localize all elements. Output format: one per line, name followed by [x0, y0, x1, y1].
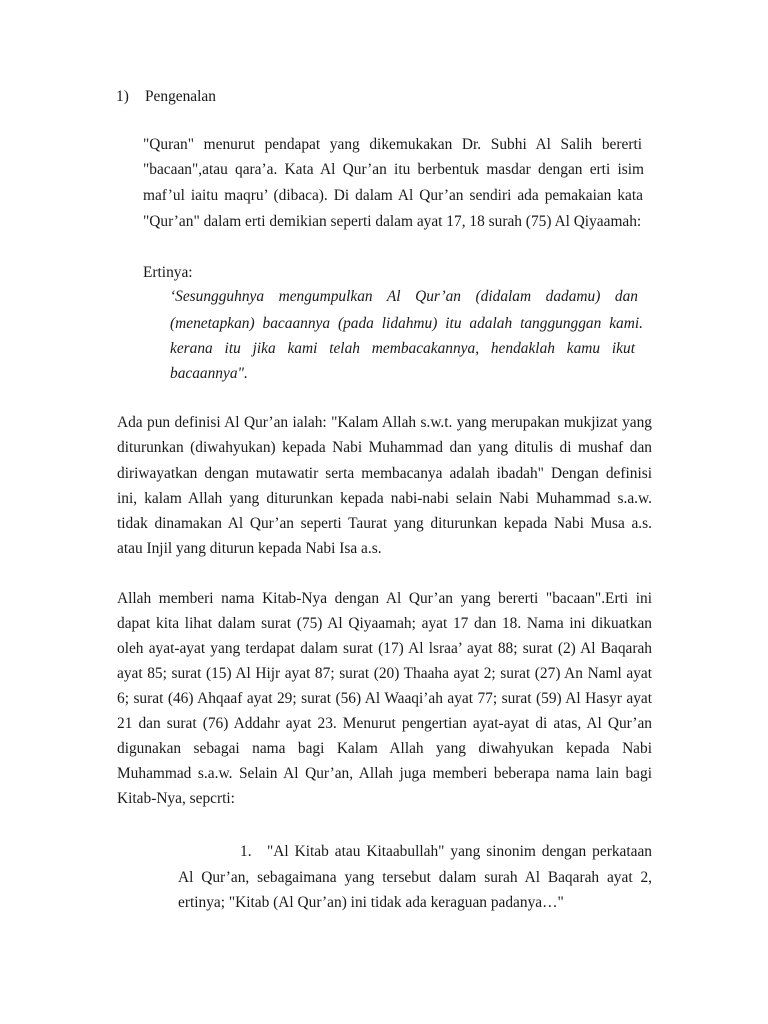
list-number: 1. [240, 843, 252, 860]
paragraph-line: diriwayatkan dengan mutawatir serta membacanya adalah ibadah" Dengan definisi [117, 465, 652, 482]
paragraph-line: Kitab-Nya, sepcrti: [117, 790, 235, 807]
paragraph-line: dapat kita lihat dalam surat (75) Al Qiyaamah; ayat 17 dan 18. Nama ini dikuatkan [117, 615, 652, 632]
paragraph-line: ayat 85; surat (15) Al Hijr ayat 87; surat (20) Thaaha ayat 2; surat (27) An Naml ayat [117, 665, 652, 682]
intro-line: "Quran" menurut pendapat yang dikemukakan Dr. Subhi Al Salih bererti [143, 136, 642, 153]
quote-line: bacaannya". [170, 365, 248, 382]
paragraph-line: Allah memberi nama Kitab-Nya dengan Al Qur’an yang bererti "bacaan".Erti ini [117, 590, 652, 607]
list-line: ertinya; "Kitab (Al Qur’an) ini tidak ada keraguan padanya…" [178, 894, 564, 911]
section-number: 1) [116, 88, 129, 105]
paragraph-line: 6; surat (46) Ahqaaf ayat 29; surat (56) Al Waaqi’ah ayat 77; surat (59) Al Hasyr ayat [117, 690, 652, 707]
paragraph-line: atau Injil yang diturun kepada Nabi Isa a.s. [117, 540, 382, 557]
paragraph-line: oleh ayat-ayat yang terdapat dalam surat (17) Al lsraa’ ayat 88; surat (2) Al Baqarah [117, 640, 652, 657]
paragraph-line: Muhammad s.a.w. Selain Al Qur’an, Allah juga memberi beberapa nama lain bagi [117, 765, 652, 782]
list-line: Al Qur’an, sebagaimana yang tersebut dalam surah Al Baqarah ayat 2, [178, 869, 652, 886]
section-title: Pengenalan [145, 88, 216, 105]
paragraph-line: digunakan sebagai nama bagi Kalam Allah yang diwahyukan kepada Nabi [117, 740, 652, 757]
quote-line: (menetapkan) bacaannya (pada lidahmu) itu adalah tanggunggan kami. [170, 315, 643, 332]
quote-line: ‘Sesungguhnya mengumpulkan Al Qur’an (didalam dadamu) dan [170, 288, 638, 305]
quote-line: kerana itu jika kami telah membacakannya, hendaklah kamu ikut [170, 340, 635, 357]
intro-line: "Qur’an" dalam erti demikian seperti dalam ayat 17, 18 surah (75) Al Qiyaamah: [143, 213, 642, 230]
intro-line: "bacaan",atau qara’a. Kata Al Qur’an itu berbentuk masdar dengan erti isim [143, 161, 644, 178]
paragraph-line: diturunkan (diwahyukan) kepada Nabi Muhammad dan yang ditulis di mushaf dan [117, 439, 652, 456]
list-line: "Al Kitab atau Kitaabullah" yang sinonim dengan perkataan [267, 843, 652, 860]
intro-line: maf’ul iaitu maqru’ (dibaca). Di dalam Al Qur’an sendiri ada pemakaian kata [143, 187, 643, 204]
paragraph-line: tidak dinamakan Al Qur’an seperti Taurat yang diturunkan kepada Nabi Musa a.s. [117, 515, 652, 532]
ertinya-label: Ertinya: [143, 264, 193, 281]
paragraph-line: 21 dan surat (76) Addahr ayat 23. Menurut pengertian ayat-ayat di atas, Al Qur’an [117, 715, 652, 732]
paragraph-line: Ada pun definisi Al Qur’an ialah: "Kalam Allah s.w.t. yang merupakan mukjizat yang [117, 414, 652, 431]
paragraph-line: ini, kalam Allah yang diturunkan kepada nabi-nabi selain Nabi Muhammad s.a.w. [117, 490, 652, 507]
